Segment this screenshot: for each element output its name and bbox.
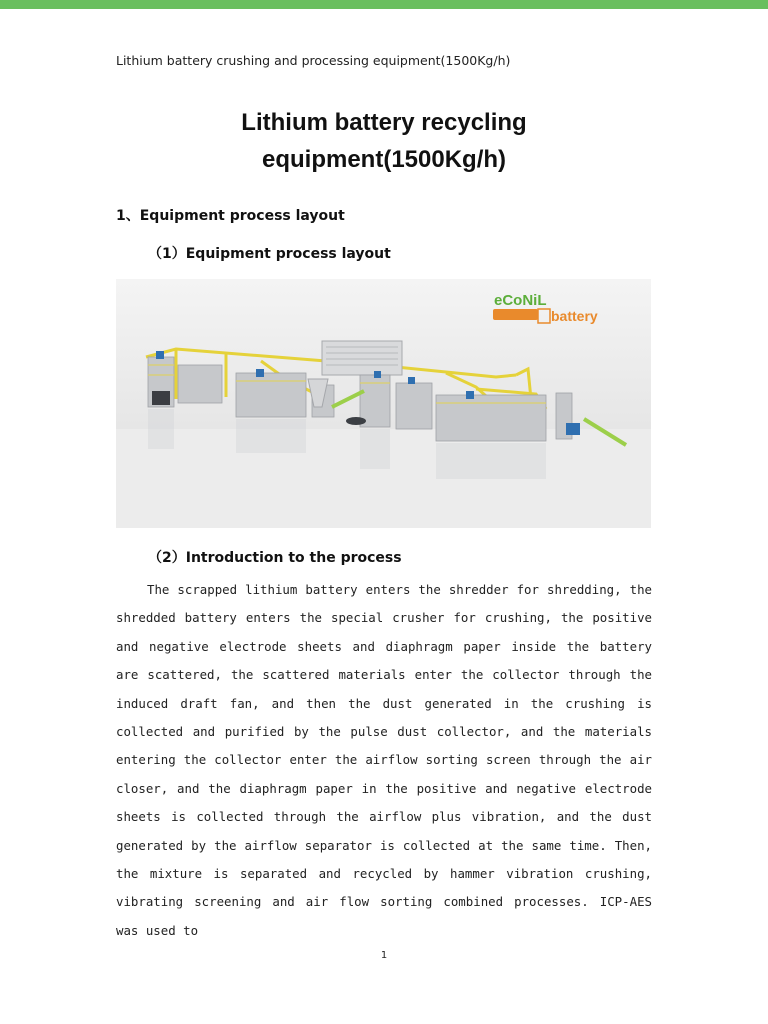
subheading-equipment-layout: （1）Equipment process layout	[148, 246, 391, 262]
econil-logo	[493, 292, 598, 324]
shredder	[152, 391, 170, 405]
subheading-process-introduction: （2）Introduction to the process	[148, 550, 402, 566]
top-accent-bar	[0, 0, 768, 9]
title-line-1: Lithium battery recycling	[241, 109, 527, 136]
logo-top-text: eCoNiL	[494, 292, 547, 309]
logo-bottom-text: battery	[551, 308, 598, 324]
document-title	[0, 104, 768, 178]
title-line-2: equipment(1500Kg/h)	[261, 146, 507, 173]
hopper	[346, 417, 366, 425]
battery-outline	[538, 309, 550, 323]
section-heading-process-layout: 1、Equipment process layout	[116, 208, 345, 224]
running-header: Lithium battery crushing and processing equipment(1500Kg/h)	[116, 53, 511, 68]
process-description: The scrapped lithium battery enters the shredder for shredding, the shredded battery enters the special crusher for crushing, the positive and negative electrode sheets and diaphragm paper inside the battery are scattered, the scattered materials enter the collector through the induced draft fan, and then the dust generated in the crushing is collected and purified by the pulse dust collector, and the materials entering the collector enter the airflow sorting screen through the air closer, and the diaphragm paper in the positive and negative electrode sheets is collected through the airflow plus vibration, and the dust generated by the airflow separator is collected at the same time. Then, the mixture is separated and recycled by hammer vibration crushing, vibrating screening and air flow sorting combined processes. ICP-AES was used to	[116, 582, 652, 938]
control-cabin	[322, 341, 402, 375]
page-number: 1	[380, 950, 388, 961]
equipment-layout-figure	[116, 279, 651, 528]
equipment-render	[116, 279, 651, 528]
battery-icon	[493, 309, 538, 320]
